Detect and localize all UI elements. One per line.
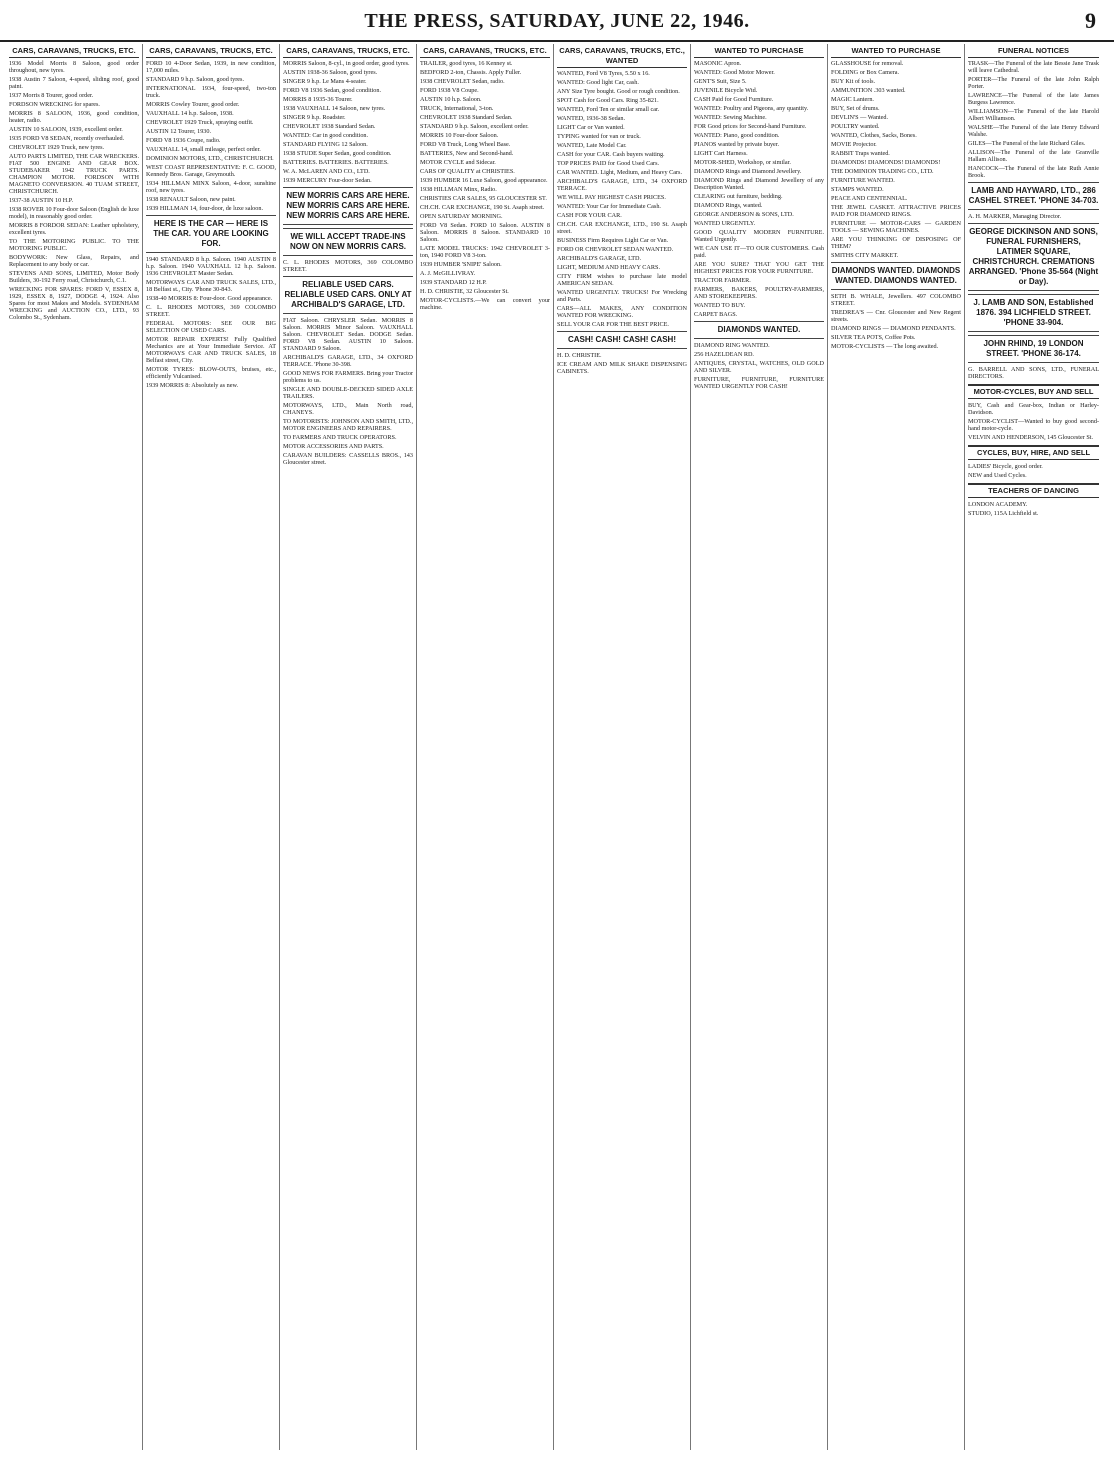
- display-advertisement: WE WILL ACCEPT TRADE-INS NOW ON NEW MORRIS CARS.: [283, 228, 413, 256]
- display-advertisement: J. LAMB AND SON, Established 1876. 394 LICHFIELD STREET. 'PHONE 33-904.: [968, 294, 1099, 332]
- classified-ad: WANTED URGENTLY. TRUCKS! For Wrecking and Parts.: [557, 289, 687, 303]
- classified-ad: ALLISON—The Funeral of the late Granville Hallam Allison.: [968, 149, 1099, 163]
- classifieds-page: [6, 44, 1108, 1450]
- classified-ad: FARMERS, BAKERS, POULTRY-FARMERS, AND STOREKEEPERS.: [694, 286, 824, 300]
- classified-ad: 1937 Morris 8 Tourer, good order.: [9, 92, 94, 99]
- classified-ad: INTERNATIONAL 1934, four-speed, two-ton truck.: [146, 85, 276, 99]
- display-advertisement: RELIABLE USED CARS. RELIABLE USED CARS. ONLY AT ARCHIBALD'S GARAGE, LTD.: [283, 276, 413, 314]
- classified-ad: CARPET BAGS.: [694, 311, 738, 318]
- classified-ad: MOTOR-SHED, Workshop, or similar.: [694, 159, 791, 166]
- classified-ad: SELL YOUR CAR FOR THE BEST PRICE.: [557, 321, 669, 328]
- classified-ad: 1935 FORD V8 SEDAN, recently overhauled.: [9, 135, 125, 142]
- classified-ad: TRAILER, good tyres, 16 Kenney st.: [420, 60, 513, 67]
- classified-ad: LONDON ACADEMY.: [968, 501, 1028, 508]
- classified-ad: HANCOCK—The Funeral of the late Ruth Annie Brook.: [968, 165, 1099, 179]
- masthead: [0, 0, 1114, 42]
- classified-ad: FORD V8 Sedan. FORD 10 Saloon. AUSTIN 8 Saloon. MORRIS 8 Saloon. STANDARD 10 Saloon.: [420, 222, 550, 243]
- classified-ad: FIAT Saloon. CHRYSLER Sedan. MORRIS 8 Saloon. MORRIS Minor Saloon. VAUXHALL Saloon. CHEVROLET Sedan. DODGE Sedan. FORD V8 Sedan. AUSTIN 10 Saloon. STANDARD 9 Saloon.: [283, 317, 413, 352]
- classified-ad: SILVER TEA POTS, Coffee Pots.: [831, 334, 916, 341]
- column-1: [6, 44, 143, 1450]
- classified-ad: MORRIS 8 1935-36 Tourer.: [283, 96, 353, 103]
- classified-ad: 1938 RENAULT Saloon, new paint.: [146, 196, 236, 203]
- classified-ad: LADIES' Bicycle, good order.: [968, 463, 1043, 470]
- classified-ad: FORDSON WRECKING for spares.: [9, 101, 100, 108]
- classified-ad: CASH Paid for Good Furniture.: [694, 96, 774, 103]
- classified-ad: ARE YOU SURE? THAT YOU GET THE HIGHEST PRICES FOR YOUR FURNITURE.: [694, 261, 824, 275]
- classified-ad: GOOD NEWS FOR FARMERS. Bring your Tractor problems to us.: [283, 370, 414, 384]
- classified-ad: BATTERIES, New and Second-hand.: [420, 150, 514, 157]
- classified-ad: CASH for your CAR. Cash buyers waiting.: [557, 151, 665, 158]
- classified-ad: MOTOR TYRES: BLOW-OUTS, bruises, etc., efficiently Vulcanised.: [146, 366, 276, 380]
- classified-ad: WANTED: Car in good condition.: [283, 132, 369, 139]
- classified-ad: 1939 HILLMAN 14, four-door, de luxe saloon.: [146, 205, 263, 212]
- column-heading: FUNERAL NOTICES: [968, 46, 1099, 58]
- classified-ad: 1934 HILLMAN MINX Saloon, 4-door, sunshine roof, new tyres.: [146, 180, 276, 194]
- classified-ad: MOTORWAYS CAR AND TRUCK SALES, LTD., 18 Belfast st., City. 'Phone 30-843.: [146, 279, 276, 293]
- classified-ad: TREDREA'S — Cnr. Gloucester and New Regent streets.: [831, 309, 961, 323]
- classified-ad: STANDARD 9 h.p. Saloon, good tyres.: [146, 76, 244, 83]
- classified-ad: TYPING wanted for van or truck.: [557, 133, 641, 140]
- classified-ad: WANTED: Piano, good condition.: [694, 132, 780, 139]
- classified-ad: VELVIN AND HENDERSON, 145 Gloucester St.: [968, 434, 1094, 441]
- classified-ad: DEVLIN'S — Wanted.: [831, 114, 889, 121]
- classified-ad: AUSTIN 1938-36 Saloon, good tyres.: [283, 69, 378, 76]
- classified-ad: GILES—The Funeral of the late Richard Giles.: [968, 140, 1086, 147]
- classified-ad: WANTED: Good light Car, cash.: [557, 79, 639, 86]
- classified-ad: FURNITURE WANTED.: [831, 177, 895, 184]
- classified-ad: CHRISTIES CAR SALES, 95 GLOUCESTER ST.: [420, 195, 547, 202]
- classified-ad: CARAVAN BUILDERS: CASSELLS BROS., 143 Gloucester street.: [283, 452, 413, 466]
- classified-ad: 1938 STUDE Super Sedan, good condition.: [283, 150, 392, 157]
- classified-ad: AUTO PARTS LIMITED, THE CAR WRECKERS. FIAT 500 ENGINE AND GEAR BOX. STUDEBAKER 1942 TRUCK PARTS. CHAMPION MOTOR. FORDSON WITH MAGNETO CONVERSION. 40 TUAM STREET, CHRISTCHURCH.: [9, 153, 139, 195]
- classified-ad: BUY Kit of tools.: [831, 78, 876, 85]
- classified-ad: CASH FOR YOUR CAR.: [557, 212, 622, 219]
- classified-ad: WILLIAMSON—The Funeral of the late Harold Albert Williamson.: [968, 108, 1099, 122]
- classified-ad: STANDARD 9 h.p. Saloon, excellent order.: [420, 123, 529, 130]
- classified-ad: FORD 10 4-Door Sedan, 1939, in new condition, 17,000 miles.: [146, 60, 276, 74]
- classified-ad: CARS—ALL MAKES, ANY CONDITION WANTED FOR WRECKING.: [557, 305, 687, 319]
- classified-ad: SINGLE AND DOUBLE-DECKED SIDED AXLE TRAILERS.: [283, 386, 413, 400]
- column-3: [280, 44, 417, 1450]
- classified-ad: STEVENS AND SONS, LIMITED, Motor Body Builders, 30-192 Ferry road, Christchurch, C.1.: [9, 270, 139, 284]
- classified-ad: MASONIC Apron.: [694, 60, 742, 67]
- classified-ad: FORD V8 1936 Coupe, radio.: [146, 137, 221, 144]
- classified-ad: STANDARD FLYING 12 Saloon.: [283, 141, 368, 148]
- classified-ad: ARCHIBALD'S GARAGE, LTD., 34 OXFORD TERRACE.: [557, 178, 687, 192]
- classified-ad: DOMINION MOTORS, LTD., CHRISTCHURCH.: [146, 155, 274, 162]
- classified-ad: POULTRY wanted.: [831, 123, 880, 130]
- classified-ad: FURNITURE — MOTOR-CARS — GARDEN TOOLS — SEWING MACHINES.: [831, 220, 961, 234]
- classified-ad: TRUCK, International, 3-ton.: [420, 105, 494, 112]
- classified-ad: 1938 HILLMAN Minx, Radio.: [420, 186, 497, 193]
- classified-ad: 1937-38 AUSTIN 10 H.P.: [9, 197, 74, 204]
- classified-ad: MOTOR-CYCLISTS — The long awaited.: [831, 343, 939, 350]
- display-advertisement: LAMB AND HAYWARD, LTD., 286 CASHEL STREET. 'PHONE 34-703.: [968, 182, 1099, 210]
- classified-ad: FORD 1938 V8 Coupe.: [420, 87, 479, 94]
- classified-ad: WANTED: Sewing Machine.: [694, 114, 767, 121]
- classified-ad: AUSTIN 10 SALOON, 1939, excellent order.: [9, 126, 123, 133]
- classified-ad: WANTED, Ford V8 Tyres, 5.50 x 16.: [557, 70, 650, 77]
- classified-ad: CLEARING out furniture, bedding.: [694, 193, 783, 200]
- classified-ad: C. L. RHODES MOTORS, 369 COLOMBO STREET.: [146, 304, 276, 318]
- classified-ad: DIAMONDS! DIAMONDS! DIAMONDS!: [831, 159, 941, 166]
- classified-ad: PEACE AND CENTENNIAL.: [831, 195, 908, 202]
- classified-ad: CITY FIRM wishes to purchase late model AMERICAN SEDAN.: [557, 273, 687, 287]
- classified-ad: WANTED: Good Motor Mower.: [694, 69, 775, 76]
- classified-ad: FOR Good prices for Second-hand Furniture.: [694, 123, 807, 130]
- section-heading: TEACHERS OF DANCING: [968, 483, 1099, 498]
- classified-ad: WE WILL PAY HIGHEST CASH PRICES.: [557, 194, 666, 201]
- classified-ad: G. BARRELL AND SONS, LTD., FUNERAL DIRECTORS.: [968, 366, 1099, 380]
- classified-ad: MOTOR-CYCLIST—Wanted to buy good second-hand motor-cycle.: [968, 418, 1099, 432]
- classified-ad: MOTOR CYCLE and Sidecar.: [420, 159, 496, 166]
- classified-ad: CHEVROLET 1938 Standard Sedan.: [420, 114, 513, 121]
- classified-ad: 1940 STANDARD 8 h.p. Saloon. 1940 AUSTIN 8 h.p. Saloon. 1940 VAUXHALL 12 h.p. Saloon. 1936 CHEVROLET Master Sedan.: [146, 256, 276, 277]
- section-heading: MOTOR-CYCLES, BUY AND SELL: [968, 384, 1099, 399]
- classified-ad: DIAMOND RINGS — DIAMOND PENDANTS.: [831, 325, 956, 332]
- classified-ad: BUSINESS Firm Requires Light Car or Van.: [557, 237, 669, 244]
- classified-ad: BUY, Set of drums.: [831, 105, 880, 112]
- classified-ad: TO MOTORISTS: JOHNSON AND SMITH, LTD., MOTOR ENGINEERS AND REPAIRERS.: [283, 418, 413, 432]
- classified-ad: FORD V8 1936 Sedan, good condition.: [283, 87, 382, 94]
- classified-ad: WALSHE—The Funeral of the late Henry Edward Walshe.: [968, 124, 1099, 138]
- classified-ad: FOLDING or Box Camera.: [831, 69, 900, 76]
- classified-ad: 256 HAZELDEAN RD.: [694, 351, 754, 358]
- column-heading: CARS, CARAVANS, TRUCKS, ETC.: [146, 46, 276, 58]
- classified-ad: DIAMOND RING WANTED.: [694, 342, 770, 349]
- classified-ad: WEST COAST REPRESENTATIVE: F. C. GOOD, Kennedy Bros. Garage, Greymouth.: [146, 164, 276, 178]
- classified-ad: TO THE MOTORING PUBLIC. TO THE MOTORING PUBLIC.: [9, 238, 139, 252]
- column-7: [828, 44, 965, 1450]
- classified-ad: ARCHIBALD'S GARAGE, LTD., 34 OXFORD TERRACE. 'Phone 30-398.: [283, 354, 413, 368]
- classified-ad: LAWRENCE—The Funeral of the late James Burgess Lawrence.: [968, 92, 1099, 106]
- classified-ad: CH.CH. CAR EXCHANGE, 190 St. Asaph street.: [420, 204, 545, 211]
- display-advertisement: JOHN RHIND, 19 LONDON STREET. 'PHONE 36-174.: [968, 335, 1099, 363]
- classified-ad: GEORGE ANDERSON & SONS, LTD.: [694, 211, 794, 218]
- classified-ad: GLASSHOUSE for removal.: [831, 60, 904, 67]
- classified-ad: THE DOMINION TRADING CO., LTD.: [831, 168, 934, 175]
- classified-ad: MORRIS Saloon, 8-cyl., in good order, good tyres.: [283, 60, 410, 67]
- classified-ad: STUDIO, 115A Lichfield st.: [968, 510, 1039, 517]
- classified-ad: A. H. MARKER, Managing Director.: [968, 213, 1062, 220]
- classified-ad: CHEVROLET 1929 Truck, spraying outfit.: [146, 119, 254, 126]
- column-heading: CARS, CARAVANS, TRUCKS, ETC., WANTED: [557, 46, 687, 68]
- classified-ad: CHEVROLET 1938 Standard Sedan.: [283, 123, 376, 130]
- classified-ad: MORRIS 8 FORDOR SEDAN: Leather upholstery, excellent tyres.: [9, 222, 139, 236]
- classified-ad: OPEN SATURDAY MORNING.: [420, 213, 503, 220]
- classified-ad: FORD OR CHEVROLET SEDAN WANTED.: [557, 246, 674, 253]
- classified-ad: SMITHS CITY MARKET.: [831, 252, 899, 259]
- classified-ad: DIAMOND Rings and Diamond Jewellery.: [694, 168, 802, 175]
- classified-ad: THE JEWEL CASKET. ATTRACTIVE PRICES PAID FOR DIAMOND RINGS.: [831, 204, 961, 218]
- classified-ad: 1939 STANDARD 12 H.P.: [420, 279, 487, 286]
- classified-ad: FURNITURE, FURNITURE, FURNITURE WANTED URGENTLY FOR CASH!: [694, 376, 824, 390]
- classified-ad: A. J. McGILLIVRAY.: [420, 270, 476, 277]
- classified-ad: CH.CH. CAR EXCHANGE, LTD., 190 St. Asaph street.: [557, 221, 687, 235]
- display-advertisement: DIAMONDS WANTED.: [694, 321, 824, 339]
- classified-ad: LATE MODEL TRUCKS: 1942 CHEVROLET 3-ton, 1940 FORD V8 3-ton.: [420, 245, 550, 259]
- classified-ad: VAUXHALL 14 h.p. Saloon, 1938.: [146, 110, 234, 117]
- classified-ad: WRECKING FOR SPARES: FORD V, ESSEX 8, 1929, ESSEX 8, 1927, DODGE 4, 1924. Also Spares for most Makes and Models. SYDENHAM WRECKING and AUCTION CO., LTD., 93 Colombo St., Sydenham.: [9, 286, 139, 321]
- column-heading: WANTED TO PURCHASE: [831, 46, 961, 58]
- classified-ad: SINGER 9 h.p. Roadster.: [283, 114, 346, 121]
- classified-ad: 1938-40 MORRIS 8: Four-door. Good appearance.: [146, 295, 273, 302]
- classified-ad: TO FARMERS AND TRUCK OPERATORS.: [283, 434, 397, 441]
- classified-ad: TOP PRICES PAID for Good Used Cars.: [557, 160, 660, 167]
- display-advertisement: CASH! CASH! CASH! CASH!: [557, 331, 687, 349]
- classified-ad: PORTER—The Funeral of the late John Ralph Porter.: [968, 76, 1099, 90]
- classified-ad: 1938 ROVER 10 Four-door Saloon (English de luxe model), in reasonably good order.: [9, 206, 139, 220]
- classified-ad: ARE YOU THINKING OF DISPOSING OF THEM?: [831, 236, 961, 250]
- classified-ad: 1938 Austin 7 Saloon, 4-speed, sliding roof, good paint.: [9, 76, 139, 90]
- column-heading: CARS, CARAVANS, TRUCKS, ETC.: [9, 46, 139, 58]
- classified-ad: ARCHIBALD'S GARAGE, LTD.: [557, 255, 642, 262]
- classified-ad: BODYWORK: New Glass, Repairs, and Replacement to any body or car.: [9, 254, 139, 268]
- classified-ad: PIANOS wanted by private buyer.: [694, 141, 780, 148]
- column-8: [965, 44, 1102, 1450]
- classified-ad: RABBIT Traps wanted.: [831, 150, 890, 157]
- column-6: [691, 44, 828, 1450]
- classified-ad: GOOD QUALITY MODERN FURNITURE. Wanted Urgently.: [694, 229, 824, 243]
- classified-ad: W. A. McLAREN AND CO., LTD.: [283, 168, 370, 175]
- classified-ad: 1939 MORRIS 8: Absolutely as new.: [146, 382, 239, 389]
- classified-ad: WANTED, Clothes, Sacks, Bones.: [831, 132, 917, 139]
- classified-ad: H. D. CHRISTIE, 32 Gloucester St.: [420, 288, 509, 295]
- classified-ad: FEDERAL MOTORS: SEE OUR BIG SELECTION OF USED CARS.: [146, 320, 276, 334]
- classified-ad: 1939 MERCURY Four-door Sedan.: [283, 177, 372, 184]
- classified-ad: BUY, Cash and Gear-box, Indian or Harley-Davidson.: [968, 402, 1099, 416]
- display-advertisement: DIAMONDS WANTED. DIAMONDS WANTED. DIAMONDS WANTED.: [831, 262, 961, 290]
- classified-ad: NEW and Used Cycles.: [968, 472, 1027, 479]
- classified-ad: CAR WANTED. Light, Medium, and Heavy Cars.: [557, 169, 682, 176]
- column-2: [143, 44, 280, 1450]
- classified-ad: 1939 HUMBER 'SNIPE' Saloon.: [420, 261, 502, 268]
- classified-ad: MORRIS 10 Four-door Saloon.: [420, 132, 499, 139]
- classified-ad: AMMUNITION .303 wanted.: [831, 87, 906, 94]
- classified-ad: VAUXHALL 14, small mileage, perfect order.: [146, 146, 261, 153]
- classified-ad: TRACTOR FARMER.: [694, 277, 751, 284]
- classified-ad: BEDFORD 2-ton, Chassis. Apply Fuller.: [420, 69, 522, 76]
- page-number: 9: [1085, 8, 1096, 33]
- classified-ad: WANTED, Late Model Car.: [557, 142, 627, 149]
- classified-ad: CARS OF QUALITY at CHRISTIES.: [420, 168, 515, 175]
- classified-ad: MOTOR ACCESSORIES AND PARTS.: [283, 443, 384, 450]
- classified-ad: 1939 HUMBER 16 Luxe Saloon, good appearance.: [420, 177, 548, 184]
- classified-ad: ANY Size Tyre bought. Good or rough condition.: [557, 88, 680, 95]
- classified-ad: WANTED, Ford Ten or similar small car.: [557, 106, 660, 113]
- classified-ad: ANTIQUES, CRYSTAL, WATCHES, OLD GOLD AND SILVER.: [694, 360, 824, 374]
- classified-ad: SPOT Cash for Good Cars. Ring 35-821.: [557, 97, 659, 104]
- classified-ad: JUVENILE Bicycle Wtd.: [694, 87, 758, 94]
- classified-ad: AUSTIN 10 h.p. Saloon.: [420, 96, 482, 103]
- classified-ad: H. D. CHRISTIE.: [557, 352, 602, 359]
- classified-ad: WANTED, 1936-38 Sedan.: [557, 115, 626, 122]
- classified-ad: 1936 Model Morris 8 Saloon, good order throughout, new tyres.: [9, 60, 139, 74]
- column-heading: CARS, CARAVANS, TRUCKS, ETC.: [420, 46, 550, 58]
- classified-ad: DIAMOND Rings and Diamond Jewellery of any Description Wanted.: [694, 177, 824, 191]
- classified-ad: SINGER 9 h.p. Le Mans 4-seater.: [283, 78, 367, 85]
- classified-ad: CHEVROLET 1929 Truck, new tyres.: [9, 144, 105, 151]
- classified-ad: BATTERIES. BATTERIES. BATTERIES.: [283, 159, 389, 166]
- classified-ad: TRASK—The Funeral of the late Bessie Jane Trask will leave Cathedral.: [968, 60, 1099, 74]
- classified-ad: AUSTIN 12 Tourer, 1930.: [146, 128, 212, 135]
- classified-ad: WANTED TO BUY.: [694, 302, 746, 309]
- classified-ad: WE CAN USE IT—TO OUR CUSTOMERS. Cash paid.: [694, 245, 824, 259]
- classified-ad: LIGHT Car or Van wanted.: [557, 124, 625, 131]
- classified-ad: WANTED URGENTLY.: [694, 220, 756, 227]
- classified-ad: 1938 CHEVROLET Sedan, radio.: [420, 78, 505, 85]
- column-5: [554, 44, 691, 1450]
- classified-ad: LIGHT, MEDIUM AND HEAVY CARS.: [557, 264, 661, 271]
- classified-ad: MORRIS Cowley Tourer, good order.: [146, 101, 240, 108]
- classified-ad: MORRIS 8 SALOON, 1936, good condition, heater, radio.: [9, 110, 139, 124]
- classified-ad: WANTED: Your Car for Immediate Cash.: [557, 203, 661, 210]
- classified-ad: MOTORWAYS, LTD., Main North road, CHANEYS.: [283, 402, 413, 416]
- classified-ad: MOTOR-CYCLISTS.—We can convert your machine.: [420, 297, 550, 311]
- classified-ad: MOVIE Projector.: [831, 141, 877, 148]
- classified-ad: STAMPS WANTED.: [831, 186, 884, 193]
- column-4: [417, 44, 554, 1450]
- column-heading: WANTED TO PURCHASE: [694, 46, 824, 58]
- section-heading: CYCLES, BUY, HIRE, AND SELL: [968, 445, 1099, 460]
- classified-ad: ICE CREAM AND MILK SHAKE DISPENSING CABINETS.: [557, 361, 687, 375]
- display-advertisement: HERE IS THE CAR — HERE IS THE CAR. YOU ARE LOOKING FOR.: [146, 215, 276, 253]
- classified-ad: DIAMOND Rings, wanted.: [694, 202, 763, 209]
- classified-ad: LIGHT Cart Harness.: [694, 150, 748, 157]
- classified-ad: GENT'S Suit, Size 5.: [694, 78, 747, 85]
- classified-ad: C. L. RHODES MOTORS, 369 COLOMBO STREET.: [283, 259, 413, 273]
- classified-ad: MAGIC Lantern.: [831, 96, 874, 103]
- classified-ad: 1938 VAUXHALL 14 Saloon, new tyres.: [283, 105, 386, 112]
- newspaper-title: THE PRESS, SATURDAY, JUNE 22, 1946.: [364, 10, 750, 32]
- display-advertisement: NEW MORRIS CARS ARE HERE. NEW MORRIS CARS ARE HERE. NEW MORRIS CARS ARE HERE.: [283, 187, 413, 225]
- column-heading: CARS, CARAVANS, TRUCKS, ETC.: [283, 46, 413, 58]
- classified-ad: FORD V8 Truck, Long Wheel Base.: [420, 141, 511, 148]
- display-advertisement: GEORGE DICKINSON AND SONS, FUNERAL FURNISHERS, LATIMER SQUARE, CHRISTCHURCH. CREMATIONS ARRANGED. 'Phone 35-564 (Night or Day).: [968, 223, 1099, 291]
- classified-ad: SETH B. WHALE, Jewellers. 497 COLOMBO STREET.: [831, 293, 961, 307]
- classified-ad: WANTED: Poultry and Pigeons, any quantity.: [694, 105, 809, 112]
- classified-ad: MOTOR REPAIR EXPERTS! Fully Qualified Mechanics are at Your Immediate Service. AT MOTORWAYS CAR AND TRUCK SALES, 18 Belfast street, City.: [146, 336, 276, 364]
